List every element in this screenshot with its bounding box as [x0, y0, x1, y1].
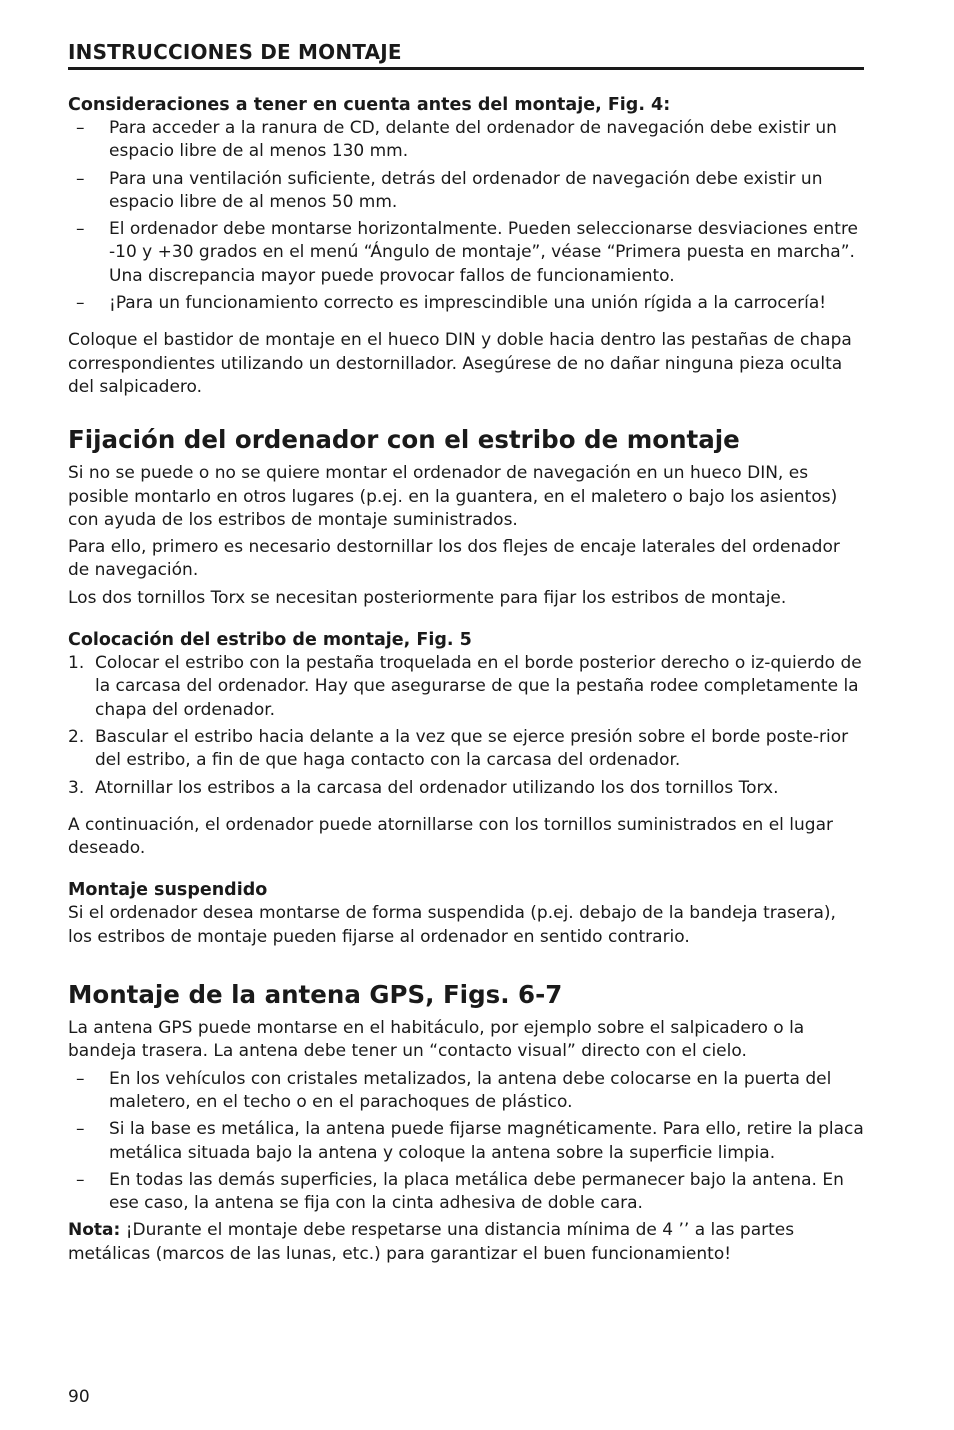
header-title: INSTRUCCIONES DE MONTAJE [68, 40, 402, 64]
list-item [68, 218, 864, 288]
list-item-text: Para una ventilación suficiente, detrás del ordenador de navegación debe existir un espacio libre de al menos 50 mm. [109, 168, 823, 212]
list-item [68, 168, 864, 215]
header-rule [68, 67, 864, 70]
list-item-text: Para acceder a la ranura de CD, delante del ordenador de navegación debe existir un espacio libre de al menos 130 mm. [109, 118, 837, 162]
dash-marker: – [76, 1119, 85, 1140]
after-steps-paragraph: A continuación, el ordenador puede atornillarse con los tornillos suministrados en el lugar deseado. [68, 814, 833, 859]
list-item-text: En todas las demás superficies, la placa metálica debe permanecer bajo la antena. En ese caso, la antena se fija con la cinta adhesiva de doble cara. [109, 1169, 844, 1214]
list-item [68, 726, 864, 773]
bracket-section-title: Fijación del ordenador con el estribo de montaje [68, 425, 740, 455]
dash-marker: – [76, 1169, 85, 1190]
section-gps-antenna [68, 980, 864, 1266]
list-item-text: ¡Para un funcionamiento correcto es imprescindible una unión rígida a la carrocería! [109, 293, 827, 314]
gps-intro-paragraph: La antena GPS puede montarse en el habitáculo, por ejemplo sobre el salpicadero o la bandeja trasera. La antena debe tener un “contacto visual” directo con el cielo. [68, 1018, 805, 1062]
dash-marker: – [76, 118, 85, 138]
suspended-mounting-subhead: Montaje suspendido [68, 880, 268, 901]
step-number: 3. [68, 777, 85, 798]
bracket-paragraph: Para ello, primero es necesario destornillar los dos flejes de encaje laterales del ordenador de navegación. [68, 537, 840, 581]
note-text: ¡Durante el montaje debe respetarse una distancia mínima de 4 ’’ a las partes metálicas (marcos de las lunas, etc.) para garantizar el buen funcionamiento! [68, 1220, 795, 1264]
list-item [68, 1169, 864, 1216]
dash-marker: – [76, 219, 85, 240]
step-text: Bascular el estribo hacia delante a la vez que se ejerce presión sobre el borde poste-rior del estribo, a fin de que haga contacto con la carcasa del ordenador. [95, 726, 849, 771]
section-considerations [68, 93, 864, 399]
bracket-placement-subhead: Colocación del estribo de montaje, Fig. 5 [68, 630, 472, 651]
note-label: Nota: [68, 1220, 121, 1241]
dash-marker: – [76, 293, 85, 314]
step-number: 1. [68, 653, 85, 674]
gps-section-title: Montaje de la antena GPS, Figs. 6-7 [68, 980, 563, 1010]
list-item [68, 117, 864, 164]
document-page [68, 38, 864, 1266]
dash-marker: – [76, 1068, 85, 1089]
mounting-frame-paragraph: Coloque el bastidor de montaje en el hueco DIN y doble hacia dentro las pestañas de chapa correspondientes utilizando un destornillador. Asegúrese de no dañar ninguna pieza oculta del salpicadero. [68, 330, 852, 397]
page-number: 90 [68, 1387, 90, 1407]
page-header [68, 38, 864, 70]
considerations-subhead: Consideraciones a tener en cuenta antes del montaje, Fig. 4: [68, 95, 671, 115]
list-item-text: Si la base es metálica, la antena puede fijarse magnéticamente. Para ello, retire la placa metálica situada bajo la antena y coloque la antena sobre la superficie limpia. [109, 1119, 864, 1163]
dash-marker: – [76, 168, 85, 189]
list-item [68, 652, 864, 722]
gps-note [68, 1219, 864, 1266]
list-item [68, 777, 864, 800]
step-text: Colocar el estribo con la pestaña troquelada en el borde posterior derecho o iz-quierdo de la carcasa del ordenador. Hay que asegurarse de que la pestaña rodee completamente la chapa del ordenador. [95, 653, 862, 720]
bracket-steps-list [68, 652, 864, 800]
step-number: 2. [68, 726, 85, 747]
bracket-paragraph: Los dos tornillos Torx se necesitan posteriormente para fijar los estribos de montaje. [68, 587, 787, 608]
gps-list [68, 1068, 864, 1216]
considerations-list [68, 117, 864, 315]
step-text: Atornillar los estribos a la carcasa del ordenador utilizando los dos tornillos Torx. [95, 777, 779, 798]
list-item [68, 1068, 864, 1115]
list-item [68, 292, 864, 315]
bracket-paragraph: Si no se puede o no se quiere montar el ordenador de navegación en un hueco DIN, es posible montarlo en otros lugares (p.ej. en la guantera, en el maletero o bajo los asientos) con ayuda de los estribos de montaje suministrados. [68, 463, 838, 530]
list-item-text: El ordenador debe montarse horizontalmente. Pueden seleccionarse desviaciones entre -10 y +30 grados en el menú “Ángulo de montaje”, véase “Primera puesta en marcha”. Una discrepancia mayor puede provocar fallos de funcionamiento. [109, 219, 859, 286]
suspended-mounting-paragraph: Si el ordenador desea montarse de forma suspendida (p.ej. debajo de la bandeja trasera), los estribos de montaje pueden fijarse al ordenador en sentido contrario. [68, 903, 836, 947]
list-item [68, 1118, 864, 1165]
section-bracket-mounting [68, 425, 864, 949]
list-item-text: En los vehículos con cristales metalizados, la antena debe colocarse en la puerta del maletero, en el techo o en el parachoques de plástico. [109, 1068, 832, 1112]
